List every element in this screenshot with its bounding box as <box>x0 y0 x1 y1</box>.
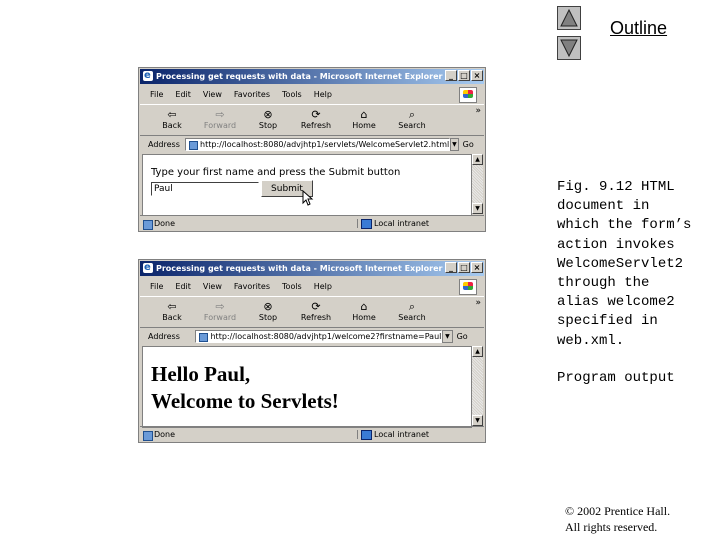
address-input[interactable]: http://localhost:8080/advjhtp1/welcome2?firstname=Paul <box>195 330 442 343</box>
scroll-down-arrow[interactable]: ▼ <box>472 415 483 426</box>
program-output-label: Program output <box>557 370 675 386</box>
refresh-label: Refresh <box>300 121 332 130</box>
minimize-button[interactable]: _ <box>445 262 457 273</box>
submit-button[interactable]: Submit <box>261 180 313 197</box>
search-button[interactable] <box>388 297 436 322</box>
maximize-button[interactable]: □ <box>458 70 470 81</box>
stop-label: Stop <box>258 313 278 322</box>
menu-file[interactable]: File <box>150 281 164 291</box>
first-name-input[interactable]: Paul <box>151 182 259 196</box>
stop-button[interactable] <box>244 297 292 322</box>
outline-link[interactable]: Outline <box>610 18 668 38</box>
forward-button[interactable] <box>196 297 244 322</box>
status-done: Done <box>140 219 357 228</box>
scroll-down-arrow[interactable]: ▼ <box>472 203 483 214</box>
search-label: Search <box>398 313 426 322</box>
greeting-heading <box>151 361 339 415</box>
menu-view[interactable]: View <box>202 89 222 99</box>
address-dropdown[interactable]: ▼ <box>450 138 458 151</box>
menu-file[interactable]: File <box>150 89 164 99</box>
menu-help[interactable]: Help <box>313 281 332 291</box>
close-button[interactable]: × <box>471 70 483 81</box>
home-label: Home <box>352 121 376 130</box>
address-bar <box>140 328 484 344</box>
menu-favorites[interactable]: Favorites <box>233 89 271 99</box>
refresh-icon: ⟳ <box>311 300 321 313</box>
forward-arrow-icon: ⇨ <box>215 300 225 313</box>
home-icon: ⌂ <box>360 108 368 121</box>
scroll-up-arrow[interactable]: ▲ <box>472 346 483 357</box>
stop-icon: ⊗ <box>263 108 273 121</box>
search-label: Search <box>398 121 426 130</box>
refresh-label: Refresh <box>300 313 332 322</box>
mouse-cursor-icon <box>303 191 313 205</box>
window-controls <box>445 70 483 81</box>
form-prompt: Type your first name and press the Submit button <box>151 167 401 178</box>
home-label: Home <box>352 313 376 322</box>
forward-label: Forward <box>203 313 237 322</box>
copyright-line-1: © 2002 Prentice Hall. <box>565 504 671 518</box>
stop-button[interactable] <box>244 105 292 130</box>
go-button[interactable]: Go <box>456 331 468 341</box>
toolbar <box>140 296 484 328</box>
address-dropdown[interactable]: ▼ <box>442 330 452 343</box>
search-button[interactable] <box>388 105 436 130</box>
menu-tools[interactable]: Tools <box>282 89 302 99</box>
internet-explorer-icon <box>143 263 153 273</box>
title-bar <box>140 69 484 84</box>
back-arrow-icon: ⇦ <box>167 300 177 313</box>
status-bar <box>140 426 484 441</box>
back-arrow-icon: ⇦ <box>167 108 177 121</box>
greeting-line-2: Welcome to Servlets! <box>151 389 339 413</box>
menu-tools[interactable]: Tools <box>282 281 302 291</box>
stop-label: Stop <box>258 121 278 130</box>
menu-help[interactable]: Help <box>313 89 332 99</box>
refresh-button[interactable] <box>292 297 340 322</box>
back-button[interactable] <box>148 105 196 130</box>
forward-label: Forward <box>203 121 237 130</box>
close-button[interactable]: × <box>471 262 483 273</box>
scroll-up-arrow[interactable]: ▲ <box>472 154 483 165</box>
status-zone: Local intranet <box>357 430 484 439</box>
status-zone: Local intranet <box>357 219 484 228</box>
address-input[interactable]: http://localhost:8080/advjhtp1/servlets/WelcomeServlet2.html <box>185 138 450 151</box>
triangle-down-icon <box>560 39 578 57</box>
status-bar <box>140 215 484 230</box>
vertical-scrollbar[interactable] <box>472 346 483 426</box>
triangle-up-icon <box>560 9 578 27</box>
forward-button[interactable] <box>196 105 244 130</box>
page-content <box>142 346 472 428</box>
page-content <box>142 154 472 216</box>
copyright-notice <box>565 503 670 535</box>
forward-arrow-icon: ⇨ <box>215 108 225 121</box>
greeting-line-1: Hello Paul, <box>151 362 251 386</box>
vertical-scrollbar[interactable] <box>472 154 483 214</box>
menu-edit[interactable]: Edit <box>175 281 191 291</box>
menu-bar <box>140 86 484 102</box>
back-label: Back <box>162 121 182 130</box>
window-title: Processing get requests with data - Microsoft Internet Explorer <box>156 72 443 81</box>
toolbar <box>140 104 484 136</box>
window-title: Processing get requests with data - Microsoft Internet Explorer <box>156 264 443 273</box>
address-label: Address <box>148 331 180 341</box>
back-button[interactable] <box>148 297 196 322</box>
address-label: Address <box>148 139 180 149</box>
browser-window-output <box>138 259 486 443</box>
search-icon: ⌕ <box>408 300 416 313</box>
status-done: Done <box>140 430 357 439</box>
next-slide-button[interactable] <box>557 36 581 60</box>
refresh-icon: ⟳ <box>311 108 321 121</box>
title-bar <box>140 261 484 276</box>
toolbar-chevron-icon[interactable]: » <box>475 106 481 116</box>
minimize-button[interactable]: _ <box>445 70 457 81</box>
maximize-button[interactable]: □ <box>458 262 470 273</box>
menu-view[interactable]: View <box>202 281 222 291</box>
address-bar <box>140 136 484 152</box>
windows-logo-icon <box>459 87 477 103</box>
home-button[interactable] <box>340 105 388 130</box>
menu-bar <box>140 278 484 294</box>
internet-explorer-icon <box>143 71 153 81</box>
figure-caption: Fig. 9.12 HTML document in which the form’s action invokes WelcomeServlet2 through the alias welcome2 specified in web.xml. <box>557 179 692 349</box>
copyright-line-2: All rights reserved. <box>565 520 658 534</box>
windows-logo-icon <box>459 279 477 295</box>
window-controls <box>445 262 483 273</box>
refresh-button[interactable] <box>292 105 340 130</box>
stop-icon: ⊗ <box>263 300 273 313</box>
back-label: Back <box>162 313 182 322</box>
search-icon: ⌕ <box>408 108 416 121</box>
menu-edit[interactable]: Edit <box>175 89 191 99</box>
previous-slide-button[interactable] <box>557 6 581 30</box>
home-button[interactable] <box>340 297 388 322</box>
go-button[interactable]: Go <box>462 139 474 149</box>
toolbar-chevron-icon[interactable]: » <box>475 298 481 308</box>
home-icon: ⌂ <box>360 300 368 313</box>
menu-favorites[interactable]: Favorites <box>233 281 271 291</box>
browser-window-form <box>138 67 486 232</box>
